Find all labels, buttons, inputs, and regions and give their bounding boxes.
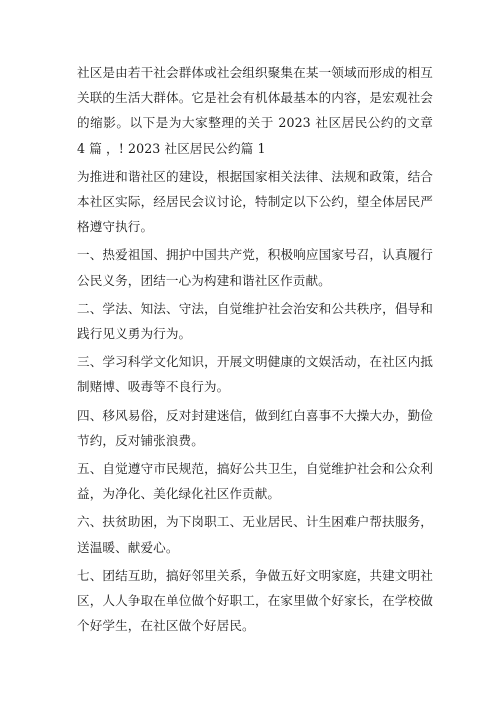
article-4: 四、移风易俗，反对封建迷信，做到红白喜事不大操大办，勤俭节约，反对铺张浪费。: [77, 407, 433, 448]
intro-paragraph: 社区是由若干社会群体或社会组织聚集在某一领域而形成的相互关联的生活大群体。它是社会有机体最基本的内容，是宏观社会的缩影。以下是为大家整理的关于 2023 社区居民公约的文章 4 篇 ，! 2023 社区居民公约篇 1: [77, 65, 433, 156]
document-page: [77, 60, 433, 638]
preamble-paragraph: 为推进和谐社区的建设，根据国家相关法律、法规和政策，结合本社区实际，经居民会议讨论，特制定以下公约，望全体居民严格遵守执行。: [77, 168, 433, 235]
article-5: 五、自觉遵守市民规范，搞好公共卫生，自觉维护社会和公众利益，为净化、美化绿化社区作贡献。: [77, 461, 433, 502]
article-3: 三、学习科学文化知识，开展文明健康的文娱活动，在社区内抵制赌博、吸毒等不良行为。: [77, 354, 433, 395]
article-7: 七、团结互助，搞好邻里关系，争做五好文明家庭，共建文明社区，人人争取在单位做个好职工，在家里做个好家长，在学校做个好学生，在社区做个好居民。: [77, 567, 433, 634]
article-2: 二、学法、知法、守法，自觉维护社会治安和公共秩序，倡导和践行见义勇为行为。: [77, 300, 433, 342]
article-1: 一、热爱祖国、拥护中国共产党，积极响应国家号召，认真履行公民义务，团结一心为构建和谐社区作贡献。: [77, 247, 433, 288]
article-6: 六、扶贫助困，为下岗职工、无业居民、计生困难户帮扶服务，送温暖、献爱心。: [77, 514, 433, 555]
